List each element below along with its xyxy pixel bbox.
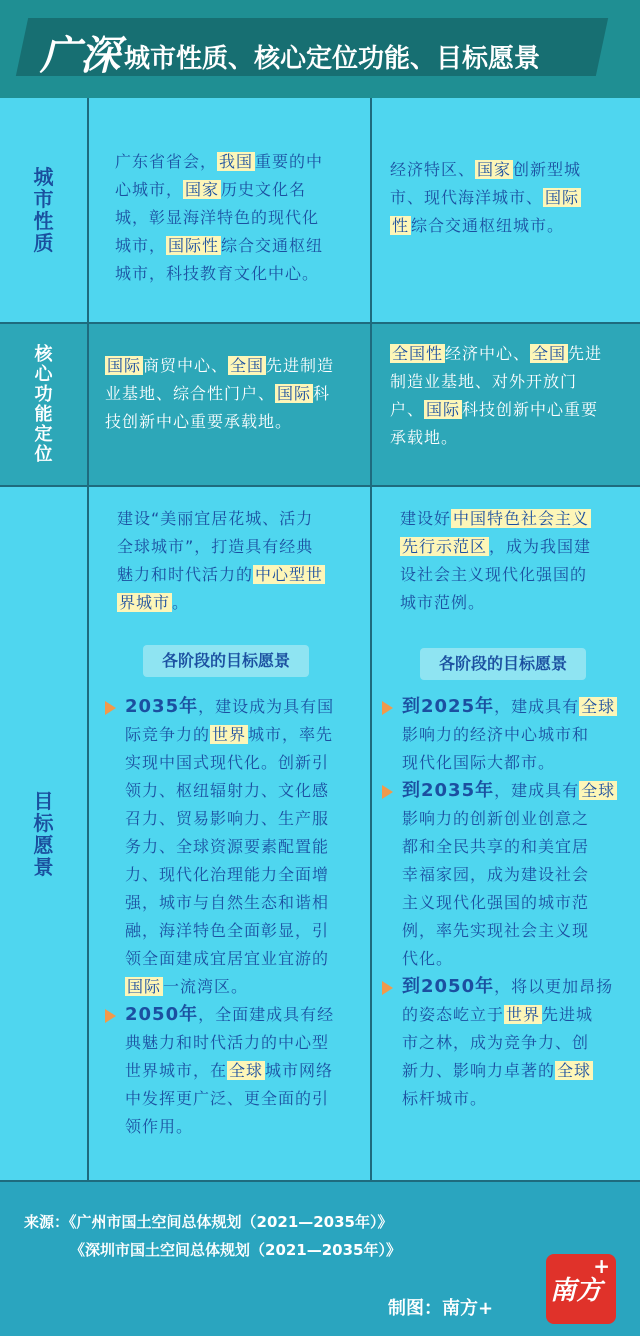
- footer: [0, 1182, 640, 1336]
- text-segment: 际竞争力的: [125, 725, 211, 744]
- label-char: 市: [33, 187, 54, 211]
- nanfang-plus-logo: [546, 1254, 616, 1324]
- header-title-cities: 广深: [40, 33, 120, 79]
- text-line: [125, 749, 367, 777]
- text-segment: ，成为我国建: [489, 537, 592, 556]
- text-line: [105, 408, 334, 436]
- text-segment: 城市网络: [265, 1061, 334, 1080]
- text-line: [402, 721, 634, 749]
- highlight-text: 中国特色社会主义: [453, 509, 590, 528]
- label-char: 景: [33, 854, 54, 879]
- highlight-text: 国际: [127, 977, 162, 996]
- highlight-text: 中心型世: [255, 565, 324, 584]
- year-text: 到2025年: [402, 696, 495, 717]
- bullet-triangle-icon: [382, 785, 393, 799]
- text-segment: 一流湾区。: [163, 977, 249, 996]
- goal-item: [382, 693, 634, 777]
- goal-item: [105, 693, 367, 1001]
- label-char: 性: [33, 209, 54, 233]
- highlight-text: 国际: [426, 400, 461, 419]
- row-city-nature: [0, 98, 640, 324]
- text-segment: 承载地。: [390, 428, 459, 447]
- text-line: [125, 1001, 367, 1029]
- text-segment: 城市，科技教育文化中心。: [115, 264, 320, 283]
- text-line: [125, 833, 367, 861]
- label-char: 位: [34, 443, 53, 465]
- text-line: [390, 340, 602, 368]
- row-core-function: [0, 324, 640, 487]
- text-line: [115, 232, 323, 260]
- header-banner: [0, 0, 640, 98]
- highlight-text: 先行示范区: [402, 537, 488, 556]
- text-line: [400, 589, 591, 617]
- shenzhen-cell: [372, 324, 640, 487]
- text-segment: 务力、全球资源要素配置能: [125, 837, 330, 856]
- highlight-text: 国际: [277, 384, 312, 403]
- text-line: [390, 368, 602, 396]
- text-segment: 强，城市与自然生态和谐相: [125, 893, 330, 912]
- highlight-text: 国际: [545, 188, 580, 207]
- guangzhou-stage-goals: [105, 693, 367, 1141]
- text-segment: 先进城: [542, 1005, 594, 1024]
- source-shenzhen: 《深圳市国土空间总体规划（2021—2035年）》: [70, 1241, 401, 1259]
- row-label-city-nature: [0, 166, 87, 254]
- highlight-text: 世界: [212, 725, 247, 744]
- text-line: [125, 693, 367, 721]
- label-char: 能: [34, 403, 53, 425]
- highlight-text: 全国性: [392, 344, 444, 363]
- text-line: [117, 561, 325, 589]
- text-segment: 实现中国式现代化。创新引: [125, 753, 330, 772]
- row-label-cell: [0, 324, 89, 487]
- text-line: [105, 352, 334, 380]
- stage-goals-title: 各阶段的目标愿景: [420, 648, 586, 680]
- text-line: [125, 1029, 367, 1057]
- text-line: [105, 380, 334, 408]
- year-text: 2050年: [125, 1004, 199, 1025]
- label-char: 标: [33, 810, 54, 835]
- text-segment: 设社会主义现代化强国的: [400, 565, 588, 584]
- label-char: 功: [34, 383, 53, 405]
- text-segment: 领全面建成宜居宜业宜游的: [125, 949, 330, 968]
- text-segment: 市、现代海洋城市、: [390, 188, 544, 207]
- highlight-text: 界城市: [119, 593, 171, 612]
- highlight-text: 国家: [185, 180, 220, 199]
- text-line: [402, 1029, 634, 1057]
- text-segment: 的姿态屹立于: [402, 1005, 505, 1024]
- text-segment: 广东省省会，: [115, 152, 218, 171]
- text-line: [402, 889, 634, 917]
- text-segment: 技创新中心重要承载地。: [105, 412, 293, 431]
- text-segment: 召力、贸易影响力、生产服: [125, 809, 330, 828]
- text-line: [117, 505, 325, 533]
- shenzhen-cell: [372, 98, 640, 324]
- text-line: [402, 861, 634, 889]
- header-title-subject: 城市性质、核心定位功能、目标愿景: [124, 44, 541, 74]
- text-segment: 世界城市，在: [125, 1061, 228, 1080]
- text-segment: 制造业基地、对外开放门: [390, 372, 578, 391]
- text-segment: 经济中心、: [445, 344, 531, 363]
- text-segment: 新力、影响力卓著的: [402, 1061, 556, 1080]
- text-line: [125, 777, 367, 805]
- bullet-triangle-icon: [382, 701, 393, 715]
- text-line: [125, 917, 367, 945]
- guangzhou-core-function-text: [105, 352, 334, 436]
- text-segment: 先进: [568, 344, 603, 363]
- shenzhen-cell: [372, 487, 640, 1182]
- text-segment: 商贸中心、: [143, 356, 229, 375]
- label-char: 核: [34, 343, 53, 365]
- goal-item: [105, 1001, 367, 1141]
- guangzhou-city-nature-text: [115, 148, 323, 288]
- goal-item: [382, 973, 634, 1113]
- text-segment: 业基地、综合性门户、: [105, 384, 276, 403]
- text-line: [402, 833, 634, 861]
- highlight-text: 性: [392, 216, 410, 235]
- text-line: [125, 1085, 367, 1113]
- text-segment: 融，海洋特色全面彰显，引: [125, 921, 330, 940]
- text-segment: 典魅力和时代活力的中心型: [125, 1033, 330, 1052]
- text-line: [402, 1085, 634, 1113]
- text-segment: 领力、枢纽辐射力、文化感: [125, 781, 330, 800]
- highlight-text: 世界: [506, 1005, 541, 1024]
- highlight-text: 国际: [107, 356, 142, 375]
- text-segment: 标杆城市。: [402, 1089, 488, 1108]
- label-char: 目: [33, 788, 54, 813]
- text-segment: ，建设成为具有国: [198, 697, 335, 716]
- text-segment: 建设好: [400, 509, 452, 528]
- label-char: 城: [33, 165, 54, 189]
- text-segment: 先进制造: [266, 356, 335, 375]
- text-segment: 魅力和时代活力的: [117, 565, 254, 584]
- text-line: [117, 589, 325, 617]
- year-text: 2035年: [125, 696, 199, 717]
- text-line: [402, 973, 634, 1001]
- text-line: [402, 693, 634, 721]
- guangzhou-cell: [89, 98, 372, 324]
- text-segment: 影响力的创新创业创意之: [402, 809, 590, 828]
- text-segment: 城市，率先: [248, 725, 334, 744]
- text-segment: 综合交通枢纽城市。: [411, 216, 565, 235]
- text-segment: 领作用。: [125, 1117, 194, 1136]
- text-line: [125, 721, 367, 749]
- text-line: [400, 505, 591, 533]
- text-segment: 重要的中: [255, 152, 324, 171]
- text-line: [115, 204, 323, 232]
- text-segment: 代化。: [402, 949, 454, 968]
- text-segment: 全球城市”，打造具有经典: [117, 537, 314, 556]
- text-line: [390, 396, 602, 424]
- year-text: 到2050年: [402, 976, 495, 997]
- highlight-text: 全球: [581, 697, 616, 716]
- text-segment: 主义现代化强国的城市范: [402, 893, 590, 912]
- text-line: [125, 945, 367, 973]
- text-segment: 现代化国际大都市。: [402, 753, 556, 772]
- text-line: [390, 424, 602, 452]
- highlight-text: 国家: [477, 160, 512, 179]
- logo-text: 南方: [550, 1276, 603, 1306]
- highlight-text: 全国: [230, 356, 265, 375]
- text-line: [115, 260, 323, 288]
- row-label-cell: [0, 98, 89, 324]
- text-segment: 科: [313, 384, 331, 403]
- stage-goals-title: 各阶段的目标愿景: [143, 645, 309, 677]
- text-segment: 城市范例。: [400, 593, 486, 612]
- bullet-triangle-icon: [105, 701, 116, 715]
- text-segment: 科技创新中心重要: [462, 400, 599, 419]
- text-segment: ，将以更加昂扬: [494, 977, 614, 996]
- text-segment: 中发挥更广泛、更全面的引: [125, 1089, 330, 1108]
- row-label-cell: [0, 487, 89, 1182]
- text-segment: 城市，: [115, 236, 167, 255]
- bullet-triangle-icon: [382, 981, 393, 995]
- text-segment: 经济特区、: [390, 160, 476, 179]
- text-segment: 户、: [390, 400, 425, 419]
- text-line: [400, 561, 591, 589]
- text-segment: ，建成具有: [494, 781, 580, 800]
- goal-item: [382, 777, 634, 973]
- text-segment: 城，彰显海洋特色的现代化: [115, 208, 320, 227]
- text-line: [125, 805, 367, 833]
- text-segment: 综合交通枢纽: [221, 236, 324, 255]
- text-segment: 。: [172, 593, 190, 612]
- text-line: [117, 533, 325, 561]
- highlight-text: 全球: [557, 1061, 592, 1080]
- text-segment: 市之林，成为竞争力、创: [402, 1033, 590, 1052]
- guangzhou-vision-intro: [117, 505, 325, 617]
- text-segment: 心城市，: [115, 180, 184, 199]
- text-line: [402, 777, 634, 805]
- text-line: [125, 861, 367, 889]
- text-segment: 力、现代化治理能力全面增: [125, 865, 330, 884]
- shenzhen-stage-goals: [382, 693, 634, 1113]
- text-segment: ，全面建成具有经: [198, 1005, 335, 1024]
- logo-plus-icon: +: [593, 1254, 610, 1278]
- text-line: [390, 156, 581, 184]
- row-label-goals-vision: [0, 790, 87, 878]
- shenzhen-core-function-text: [390, 340, 602, 452]
- text-line: [400, 533, 591, 561]
- bullet-triangle-icon: [105, 1009, 116, 1023]
- text-segment: 幸福家园，成为建设社会: [402, 865, 590, 884]
- highlight-text: 我国: [219, 152, 254, 171]
- text-line: [402, 1057, 634, 1085]
- text-line: [125, 973, 367, 1001]
- text-line: [402, 1001, 634, 1029]
- highlight-text: 全球: [229, 1061, 264, 1080]
- year-text: 到2035年: [402, 780, 495, 801]
- text-line: [115, 176, 323, 204]
- text-segment: 历史文化名: [221, 180, 307, 199]
- guangzhou-cell: [89, 487, 372, 1182]
- highlight-text: 全球: [581, 781, 616, 800]
- text-line: [402, 749, 634, 777]
- highlight-text: 全国: [532, 344, 567, 363]
- label-char: 质: [33, 231, 54, 255]
- label-char: 愿: [33, 832, 54, 857]
- text-line: [402, 917, 634, 945]
- text-line: [390, 184, 581, 212]
- text-line: [125, 889, 367, 917]
- row-goals-vision: [0, 487, 640, 1182]
- text-segment: 建设“美丽宜居花城、活力: [117, 509, 314, 528]
- text-line: [390, 212, 581, 240]
- row-label-core-function: [0, 345, 87, 465]
- text-line: [125, 1113, 367, 1141]
- highlight-text: 国际性: [168, 236, 220, 255]
- text-segment: 影响力的经济中心城市和: [402, 725, 590, 744]
- text-segment: 创新型城: [513, 160, 582, 179]
- guangzhou-cell: [89, 324, 372, 487]
- shenzhen-city-nature-text: [390, 156, 581, 240]
- text-segment: 都和全民共享的和美宜居: [402, 837, 590, 856]
- label-char: 定: [34, 423, 53, 445]
- shenzhen-vision-intro: [400, 505, 591, 617]
- text-segment: ，建成具有: [494, 697, 580, 716]
- label-char: 心: [34, 363, 53, 385]
- text-segment: 例，率先实现社会主义现: [402, 921, 590, 940]
- text-line: [115, 148, 323, 176]
- text-line: [402, 945, 634, 973]
- text-line: [402, 805, 634, 833]
- credit-text: 制图：南方+: [388, 1298, 494, 1319]
- source-guangzhou: 来源：《广州市国土空间总体规划（2021—2035年）》: [24, 1213, 393, 1231]
- text-line: [125, 1057, 367, 1085]
